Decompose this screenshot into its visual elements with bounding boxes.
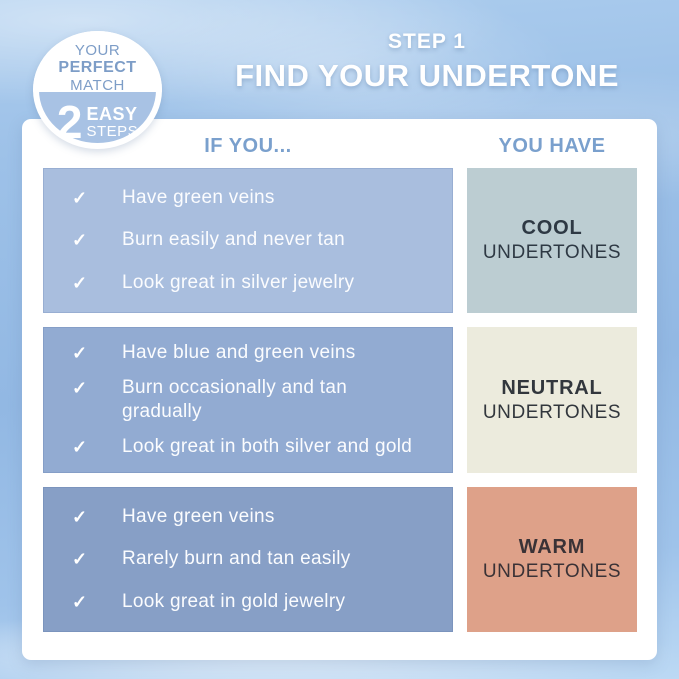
result-subtitle: UNDERTONES	[482, 561, 622, 582]
undertone-row-warm	[22, 487, 657, 632]
check-icon: ✓	[72, 549, 88, 570]
result-subtitle: UNDERTONES	[482, 242, 622, 263]
badge-easy-label: EASY	[86, 103, 138, 124]
result-card-neutral	[467, 327, 637, 473]
criteria-text: Look great in both silver and gold	[122, 435, 413, 457]
check-icon: ✓	[72, 591, 88, 612]
criteria-text: Burn occasionally and tan gradually	[122, 376, 348, 422]
criteria-card-warm	[43, 487, 453, 632]
check-icon: ✓	[72, 188, 88, 209]
list-item	[44, 435, 452, 459]
criteria-text: Have green veins	[122, 506, 275, 528]
undertone-row-neutral	[22, 327, 657, 473]
badge-steps-label: STEPS	[86, 122, 139, 140]
page-title: FIND YOUR UNDERTONE	[235, 58, 619, 93]
result-title: COOL	[521, 217, 583, 239]
badge-steps-stack	[86, 105, 138, 140]
step-label: STEP 1	[388, 30, 466, 53]
criteria-card-cool	[43, 168, 453, 313]
result-subtitle: UNDERTONES	[482, 401, 622, 423]
check-icon: ✓	[72, 377, 88, 398]
list-item	[44, 590, 452, 614]
badge-word-your: YOUR	[74, 42, 121, 59]
criteria-text: Rarely burn and tan easily	[122, 548, 351, 570]
criteria-text: Look great in silver jewelry	[122, 271, 355, 293]
perfect-match-badge	[33, 31, 162, 149]
check-icon: ✓	[72, 272, 88, 293]
check-icon: ✓	[72, 230, 88, 251]
list-item	[44, 376, 452, 424]
result-card-cool	[467, 168, 637, 313]
check-icon: ✓	[72, 343, 88, 364]
criteria-card-neutral	[43, 327, 453, 473]
criteria-text: Burn easily and never tan	[122, 229, 345, 251]
check-icon: ✓	[72, 436, 88, 457]
badge-word-match: MATCH	[70, 77, 125, 94]
criteria-text: Have blue and green veins	[122, 342, 356, 364]
list-item	[44, 228, 452, 252]
criteria-text: Look great in gold jewelry	[122, 590, 346, 612]
list-item	[44, 341, 452, 365]
badge-steps-row	[56, 96, 139, 148]
column-header-if-you: IF YOU...	[204, 135, 292, 157]
result-card-warm	[467, 487, 637, 632]
title-block	[197, 30, 657, 94]
undertone-panel	[22, 119, 657, 660]
list-item	[44, 271, 452, 295]
list-item	[44, 505, 452, 529]
undertone-row-cool	[22, 168, 657, 313]
badge-word-perfect: PERFECT	[58, 59, 137, 76]
list-item	[44, 547, 452, 571]
result-title: WARM	[518, 536, 586, 558]
column-header-you-have: YOU HAVE	[498, 135, 606, 157]
check-icon: ✓	[72, 507, 88, 528]
list-item	[44, 186, 452, 210]
result-title: NEUTRAL	[501, 376, 603, 399]
criteria-text: Have green veins	[122, 187, 275, 209]
badge-content	[33, 31, 162, 149]
badge-number: 2	[56, 96, 83, 148]
